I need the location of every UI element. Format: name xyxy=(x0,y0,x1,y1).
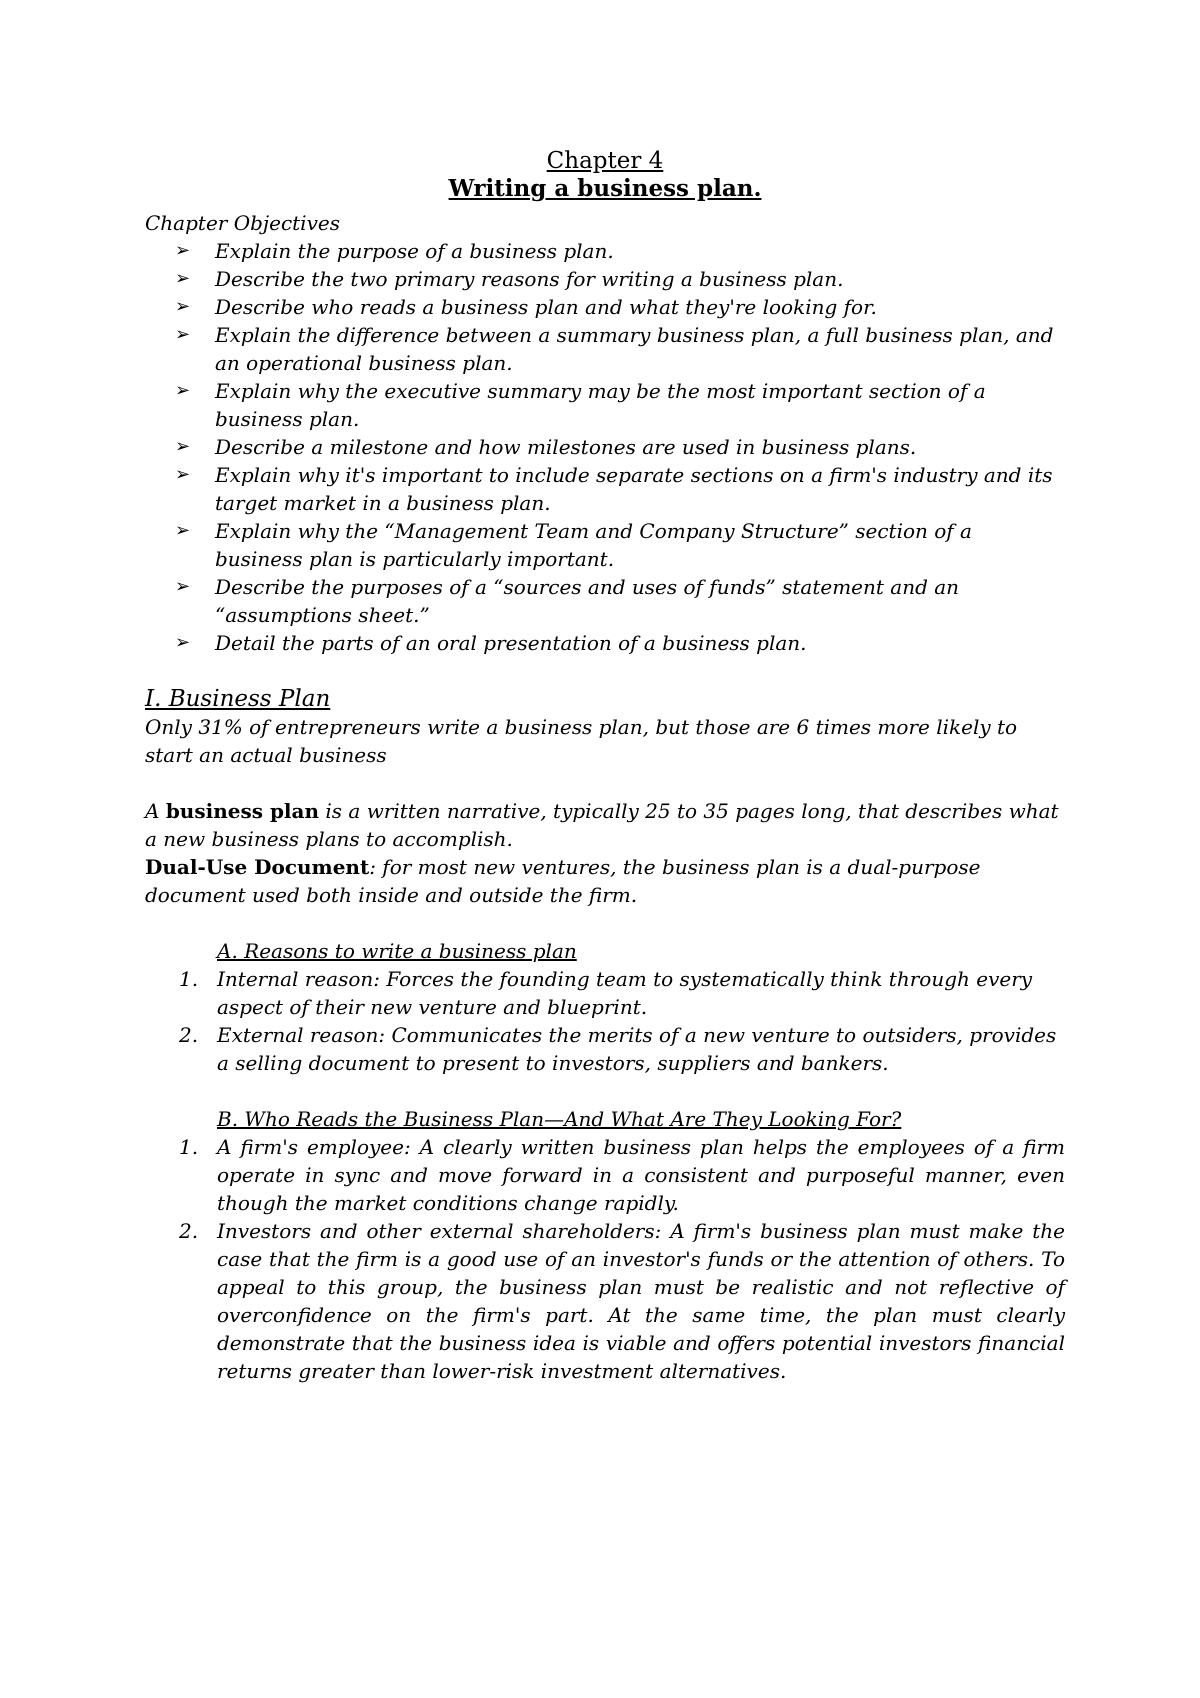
subsection-heading-reasons: A. Reasons to write a business plan xyxy=(217,939,577,963)
arrow-bullet-icon: ➢ xyxy=(175,436,191,457)
arrow-bullet-icon: ➢ xyxy=(175,520,191,541)
arrow-bullet-icon: ➢ xyxy=(175,380,191,401)
arrow-bullet-icon: ➢ xyxy=(175,324,191,345)
arrow-bullet-icon: ➢ xyxy=(175,576,191,597)
arrow-bullet-icon: ➢ xyxy=(175,240,191,261)
document-content xyxy=(145,147,1065,1385)
arrow-bullet-icon: ➢ xyxy=(175,268,191,289)
subsection-heading-readers: B. Who Reads the Business Plan—And What Are They Looking For? xyxy=(217,1107,902,1131)
chapter-number: Chapter 4 xyxy=(546,148,664,174)
list-item: 1. Internal reason: Forces the founding team to systematically think through every aspect of their new venture and blueprint. xyxy=(179,967,1033,1019)
dual-use-term: Dual-Use Document xyxy=(145,855,370,879)
spacer xyxy=(145,909,1065,937)
objective-item: ➢ Explain why it's important to include separate sections on a firm's industry and its target market in a business plan. xyxy=(175,463,1053,515)
dual-use-definition: Dual-Use Document: for most new ventures, the business plan is a dual-purpose document used both inside and outside the firm. xyxy=(145,855,981,907)
objective-item: ➢ Detail the parts of an oral presentation of a business plan. xyxy=(175,631,807,655)
objective-item: ➢ Explain the purpose of a business plan. xyxy=(175,239,614,263)
objective-item: ➢ Explain why the “Management Team and Company Structure” section of a business plan is particularly important. xyxy=(175,519,972,571)
objective-item: ➢ Explain the difference between a summary business plan, a full business plan, and an operational business plan. xyxy=(175,323,1054,375)
section-intro: Only 31% of entrepreneurs write a business plan, but those are 6 times more likely to start an actual business xyxy=(145,715,1018,767)
objective-item: ➢ Describe the purposes of a “sources and uses of funds” statement and an “assumptions sheet.” xyxy=(175,575,960,627)
spacer xyxy=(145,1077,1065,1105)
business-plan-definition: A business plan is a written narrative, typically 25 to 35 pages long, that describes what a new business plans to accomplish. xyxy=(145,799,1059,851)
list-item: 1. A firm's employee: A clearly written business plan helps the employees of a firm operate in sync and move forward in a consistent and purposeful manner, even though the market conditions change rapidly. xyxy=(179,1135,1065,1215)
objective-item: ➢ Describe who reads a business plan and what they're looking for. xyxy=(175,295,877,319)
arrow-bullet-icon: ➢ xyxy=(175,296,191,317)
arrow-bullet-icon: ➢ xyxy=(175,464,191,485)
reasons-list xyxy=(145,965,1065,1077)
arrow-bullet-icon: ➢ xyxy=(175,632,191,653)
objective-item: ➢ Describe the two primary reasons for writing a business plan. xyxy=(175,267,844,291)
spacer xyxy=(145,769,1065,797)
chapter-title: Writing a business plan. xyxy=(448,175,762,202)
objectives-label: Chapter Objectives xyxy=(145,211,340,235)
list-item: 2. External reason: Communicates the merits of a new venture to outsiders, provides a selling document to present to investors, suppliers and bankers. xyxy=(179,1023,1057,1075)
objectives-list xyxy=(145,237,1065,657)
section-heading-business-plan: I. Business Plan xyxy=(145,686,331,712)
definition-term: business plan xyxy=(165,799,320,823)
readers-list xyxy=(145,1133,1065,1385)
objective-item: ➢ Explain why the executive summary may be the most important section of a business plan. xyxy=(175,379,986,431)
objective-item: ➢ Describe a milestone and how milestones are used in business plans. xyxy=(175,435,917,459)
list-item: 2. Investors and other external shareholders: A firm's business plan must make the case that the firm is a good use of an investor's funds or the attention of others. To appeal to this group, the business plan must be realistic and not reflective of overconfidence on the firm's part. At the same time, the plan must clearly demonstrate that the business idea is viable and offers potential investors financial returns greater than lower-risk investment alternatives. xyxy=(179,1219,1065,1383)
